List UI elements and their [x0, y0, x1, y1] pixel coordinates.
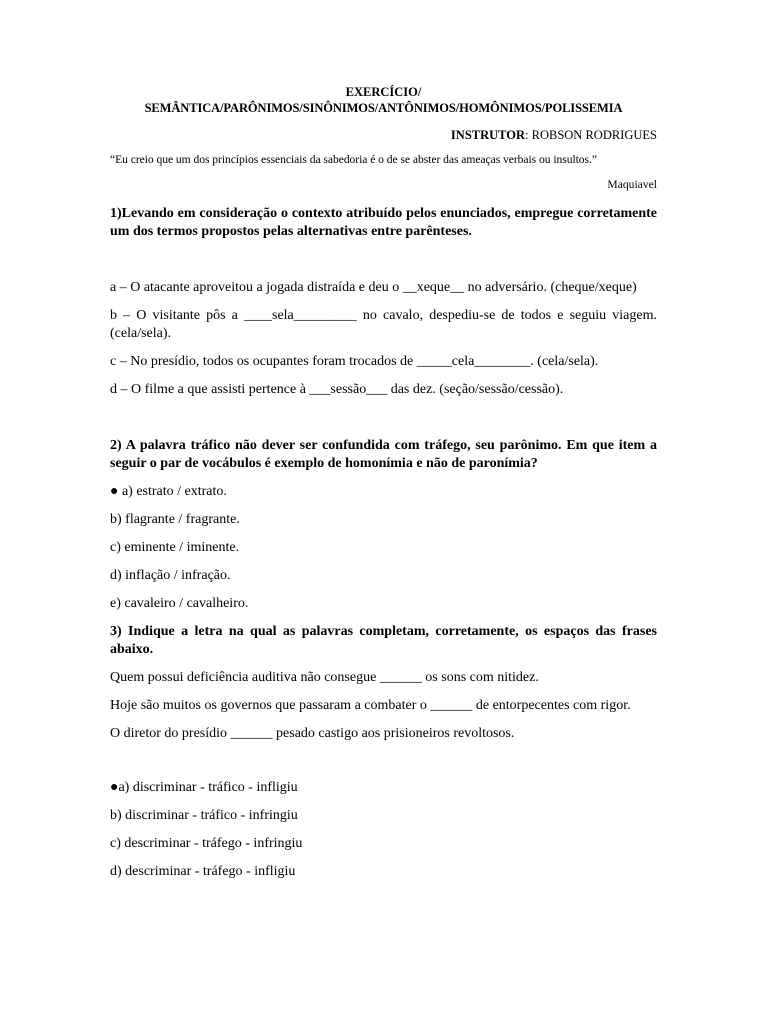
question-1-items [110, 279, 657, 399]
instructor-name: : ROBSON RODRIGUES [525, 128, 657, 142]
document-title [110, 84, 657, 116]
question-1-prompt: 1)Levando em consideração o contexto atribuído pelos enunciados, empregue corretamente um dos termos propostos pelas alternativas entre parênteses. [110, 206, 657, 239]
epigraph-quote: “Eu creio que um dos princípios essenciais da sabedoria é o de se abster das ameaças verbais ou insultos.” [110, 153, 597, 166]
question-2-option-b: b) flagrante / fragrante. [110, 512, 240, 527]
question-3-prompt: 3) Indique a letra na qual as palavras completam, corretamente, os espaços das frases abaixo. [110, 624, 657, 657]
question-3-options [110, 779, 657, 881]
question-3-option-a: ●a) discriminar - tráfico - infligiu [110, 780, 298, 795]
question-3-sentence-2: Hoje são muitos os governos que passaram a combater o ______ de entorpecentes com rigor. [110, 698, 631, 713]
title-line-1: EXERCÍCIO/ [345, 85, 422, 99]
question-3-sentences [110, 669, 657, 743]
question-1-item-a: a – O atacante aproveitou a jogada distraída e deu o __xeque__ no adversário. (cheque/xeque) [110, 280, 637, 295]
question-3-option-b: b) discriminar - tráfico - infringiu [110, 808, 298, 823]
question-3-option-c: c) descriminar - tráfego - infringiu [110, 836, 303, 851]
question-3-sentence-1: Quem possui deficiência auditiva não consegue ______ os sons com nitidez. [110, 670, 539, 685]
question-1-item-d: d – O filme a que assisti pertence à ___sessão___ das dez. (seção/sessão/cessão). [110, 382, 564, 397]
question-1-item-b: b – O visitante pôs a ____sela_________ no cavalo, despediu-se de todos e seguiu viagem. (cela/sela). [110, 308, 657, 341]
question-2-option-e: e) cavaleiro / cavalheiro. [110, 596, 249, 611]
document-content [110, 84, 657, 891]
question-1-item-c: c – No presídio, todos os ocupantes foram trocados de _____cela________. (cela/sela). [110, 354, 599, 369]
title-line-2: SEMÂNTICA/PARÔNIMOS/SINÔNIMOS/ANTÔNIMOS/HOMÔNIMOS/POLISSEMIA [144, 101, 623, 115]
question-3-sentence-3: O diretor do presídio ______ pesado castigo aos prisioneiros revoltosos. [110, 726, 515, 741]
question-2-option-a: ● a) estrato / extrato. [110, 484, 227, 499]
question-2-options [110, 483, 657, 613]
question-2-option-d: d) inflação / infração. [110, 568, 231, 583]
question-2-option-c: c) eminente / iminente. [110, 540, 240, 555]
question-3-option-d: d) descriminar - tráfego - infligiu [110, 864, 296, 879]
question-2-prompt: 2) A palavra tráfico não dever ser confundida com tráfego, seu parônimo. Em que item a seguir o par de vocábulos é exemplo de homonímia e não de paronímia? [110, 438, 657, 471]
instructor-line [110, 127, 657, 143]
instructor-label: INSTRUTOR [450, 128, 526, 142]
epigraph-author: Maquiavel [607, 178, 657, 191]
